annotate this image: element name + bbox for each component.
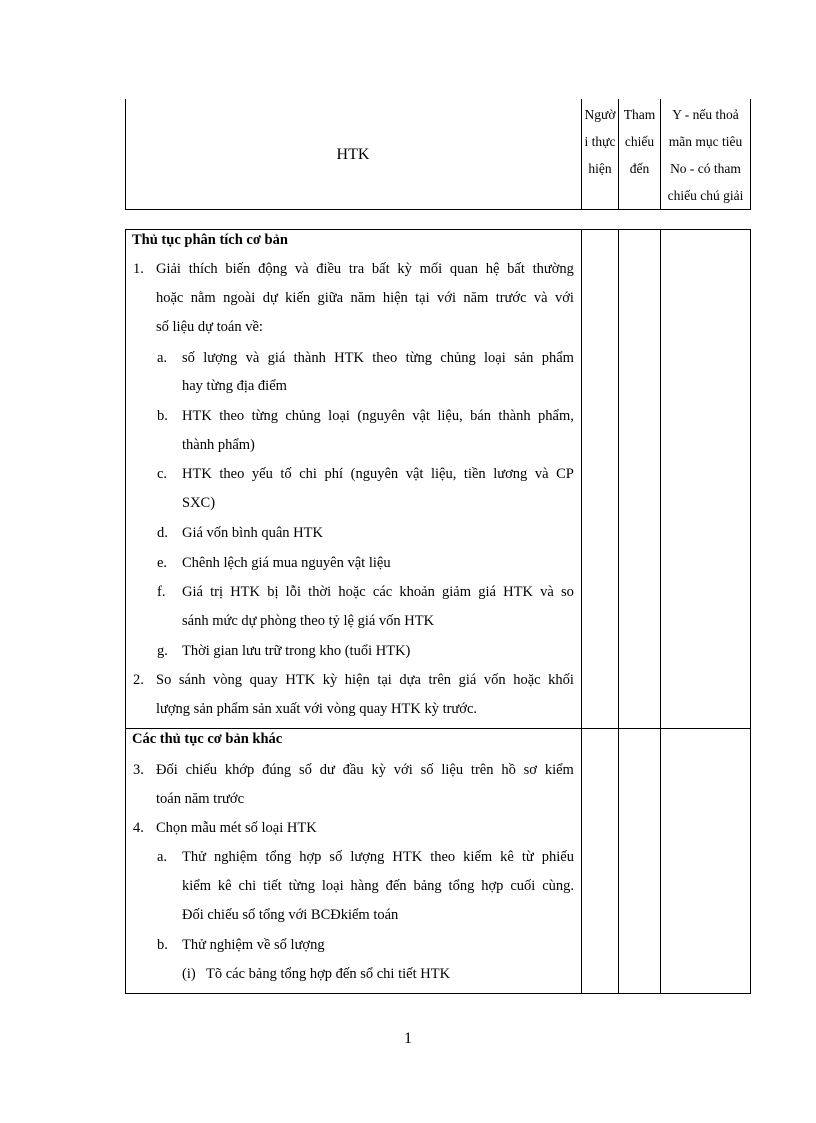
section-title-analytic: Thủ tục phân tích cơ bản [132, 232, 288, 248]
word: HTK [334, 350, 364, 366]
word: thường [532, 261, 574, 277]
word: giữa [317, 290, 344, 306]
word: Giá [182, 584, 203, 600]
word: HTK [285, 672, 316, 688]
item-number: 1. [133, 261, 144, 277]
word: tố [280, 466, 292, 482]
word: HTK [182, 408, 212, 424]
word: cùng. [542, 878, 574, 894]
sub-item-b-line: thành phẩm) [182, 437, 255, 453]
header-col-note [661, 101, 750, 209]
word: khoản [399, 584, 435, 600]
word: sánh [178, 672, 206, 688]
sub-item-c-line [182, 466, 574, 483]
word: từng [288, 878, 315, 894]
word: liệu, [430, 466, 457, 482]
sub-item-d-line: Giá vốn bình quân HTK [182, 525, 323, 541]
word: thời [308, 584, 332, 600]
sub-item-f-line [182, 584, 574, 601]
word: quay [249, 672, 278, 688]
word: sản [514, 350, 534, 366]
sub-item-a2-line: Đối chiếu số tổng với BCĐkiểm toán [182, 907, 399, 923]
word: chi [299, 466, 317, 482]
word: bảng [413, 878, 442, 894]
word: Giải [156, 261, 181, 277]
word: thành [293, 350, 326, 366]
word: kỳ [397, 261, 412, 277]
header-col-reference-line: chiếu [624, 134, 655, 149]
word: liệu [441, 762, 464, 778]
word: tại [377, 672, 392, 688]
word: tổng [448, 878, 475, 894]
header-col-performer-line: hiện [588, 161, 612, 176]
item-number: 2. [133, 672, 144, 688]
word: trên [428, 672, 452, 688]
word: giá [478, 584, 496, 600]
item-number: 4. [133, 820, 144, 836]
word: nghiệm [213, 849, 258, 865]
word: thành [498, 408, 531, 424]
word: Thử [182, 849, 206, 865]
word: và [294, 261, 309, 277]
word: vật [412, 408, 430, 424]
word: và [533, 290, 548, 306]
word: giảm [442, 584, 472, 600]
header-col-note-line: mãn mục tiêu [668, 134, 743, 149]
word: chủng [440, 350, 476, 366]
word: khớp [224, 762, 255, 778]
sub-item-letter: b. [157, 408, 168, 424]
word: hàng [350, 878, 379, 894]
word: thích [188, 261, 218, 277]
header-col-note-line: chiếu chú giải [667, 188, 744, 203]
page-number: 1 [404, 1030, 412, 1047]
word: tiền [463, 466, 486, 482]
word: trước [495, 290, 527, 306]
header-col-reference-line: Tham [623, 107, 656, 122]
word: với [393, 762, 413, 778]
word: loại [484, 350, 506, 366]
word: hiện [344, 672, 370, 688]
word: hợp [481, 878, 504, 894]
word: kiểm [544, 762, 574, 778]
word: từ [521, 849, 534, 865]
item-3-line [156, 762, 574, 779]
header-col-reference-line: đến [629, 161, 650, 176]
sub-item-letter: f. [157, 584, 166, 600]
word: số [420, 762, 434, 778]
word: So [156, 672, 172, 688]
word: chủng [285, 408, 321, 424]
sub-item-e-line: Chênh lệch giá mua nguyên vật liệu [182, 555, 391, 571]
word: kỳ [322, 672, 338, 688]
word: bất [507, 261, 525, 277]
word: liệu, [437, 408, 463, 424]
header-col-performer-line: Ngườ [584, 107, 616, 122]
word: năm [463, 290, 489, 306]
sub-item-letter: a. [157, 849, 168, 865]
word: bị [267, 584, 279, 600]
word: kiến [285, 290, 311, 306]
word: giá [458, 672, 477, 688]
word: và [245, 350, 260, 366]
sub-item-letter: e. [157, 555, 168, 571]
word: phiếu [541, 849, 574, 865]
header-title: HTK [336, 145, 370, 163]
sub-item-letter: a. [157, 350, 168, 366]
word: kỳ [371, 762, 386, 778]
word: kiểm [182, 878, 211, 894]
word: (nguyên [350, 466, 399, 482]
word: hoặc [338, 584, 366, 600]
word: sơ [523, 762, 537, 778]
word: tại [415, 290, 430, 306]
word: các [372, 584, 393, 600]
word: cuối [510, 878, 536, 894]
sub-item-a-line [182, 350, 574, 367]
word: yếu [251, 466, 273, 482]
sub-sub-item-i-line: Tõ các bảng tổng hợp đến sổ chi tiết HTK [206, 966, 451, 982]
item-3-line: toán năm trước [156, 791, 244, 807]
word: kê [500, 849, 514, 865]
word: đến [385, 878, 407, 894]
word: ngoài [223, 290, 256, 306]
header-col-note-line: No - có tham [670, 161, 741, 176]
header-col-performer [582, 101, 618, 182]
word: từng [251, 408, 278, 424]
word: HTK [392, 849, 423, 865]
word: theo [430, 849, 456, 865]
sub-sub-item-marker: (i) [182, 966, 196, 982]
word: dư [319, 762, 335, 778]
sub-item-a-line: hay từng địa điểm [182, 378, 287, 394]
word: bất [371, 261, 390, 277]
word: động [258, 261, 288, 277]
word: quan [449, 261, 479, 277]
word: lượng [350, 849, 385, 865]
word: theo [372, 350, 398, 366]
word: dựa [399, 672, 421, 688]
sub-item-b2-line: Thử nghiệm về số lượng [182, 937, 325, 953]
word: hợp [299, 849, 322, 865]
sub-item-a2-line [182, 849, 574, 866]
word: kiểm [463, 849, 493, 865]
word: tiết [263, 878, 282, 894]
word: phẩm, [538, 408, 574, 424]
word: loại [321, 878, 344, 894]
word: vòng [213, 672, 243, 688]
header-col-performer-line: i thực [584, 134, 616, 149]
word: chi [238, 878, 257, 894]
word: hiện [382, 290, 408, 306]
word: và [534, 466, 549, 482]
word: CP [556, 466, 574, 482]
word: nằm [190, 290, 216, 306]
word: năm [350, 290, 376, 306]
word: trên [470, 762, 494, 778]
word: số [329, 849, 343, 865]
word: số [182, 350, 195, 366]
sub-item-letter: g. [157, 643, 168, 659]
word: với [437, 290, 456, 306]
word: HTK [503, 584, 533, 600]
word: hoặc [156, 290, 184, 306]
word: tra [348, 261, 365, 277]
word: theo [219, 408, 245, 424]
sub-item-c-line: SXC) [182, 495, 216, 511]
header-col-reference [619, 101, 660, 182]
word: chiếu [185, 762, 217, 778]
item-1-line: số liệu dự toán về: [156, 319, 263, 335]
word: mối [419, 261, 443, 277]
word: HTK [230, 584, 261, 600]
word: vật [405, 466, 424, 482]
word: và [540, 584, 554, 600]
header-col-note-line: Y - nếu thoả [672, 107, 739, 122]
item-1-line [156, 261, 574, 278]
word: theo [219, 466, 245, 482]
sub-item-a2-line [182, 878, 574, 895]
word: lượng [203, 350, 238, 366]
item-4-line: Chọn mẫu mét số loại HTK [156, 820, 317, 836]
word: tổng [265, 849, 292, 865]
word: Đối [156, 762, 178, 778]
word: lỗi [285, 584, 301, 600]
word: lương [493, 466, 528, 482]
sub-item-b-line [182, 408, 574, 425]
item-number: 3. [133, 762, 144, 778]
word: phí [324, 466, 344, 482]
word: điều [316, 261, 342, 277]
word: hoặc [513, 672, 541, 688]
procedures-table [125, 229, 751, 994]
word: so [561, 584, 574, 600]
word: hồ [501, 762, 516, 778]
word: dự [262, 290, 278, 306]
word: HTK [182, 466, 212, 482]
word: bán [470, 408, 492, 424]
word: giá [267, 350, 286, 366]
word: từng [405, 350, 432, 366]
word: số [298, 762, 312, 778]
word: trị [210, 584, 224, 600]
word: khối [548, 672, 574, 688]
word: kê [217, 878, 232, 894]
sub-item-g-line: Thời gian lưu trữ trong kho (tuổi HTK) [182, 643, 411, 659]
item-2-line [156, 672, 574, 689]
word: hệ [485, 261, 500, 277]
word: đầu [342, 762, 364, 778]
section-title-other: Các thủ tục cơ bản khác [132, 731, 283, 747]
item-1-line [156, 290, 574, 307]
word: biến [225, 261, 251, 277]
sub-item-letter: b. [157, 937, 168, 953]
word: vốn [483, 672, 506, 688]
sub-item-f-line: sánh mức dự phòng theo tỷ lệ giá vốn HTK [182, 613, 435, 629]
item-2-line: lượng sản phẩm sản xuất với vòng quay HTK kỳ trước. [156, 701, 478, 717]
word: đúng [262, 762, 292, 778]
word: (nguyên [357, 408, 405, 424]
word: với [554, 290, 574, 306]
header-table [125, 99, 751, 210]
sub-item-letter: d. [157, 525, 168, 541]
sub-item-letter: c. [157, 466, 168, 482]
word: phẩm [541, 350, 574, 366]
word: loại [328, 408, 350, 424]
